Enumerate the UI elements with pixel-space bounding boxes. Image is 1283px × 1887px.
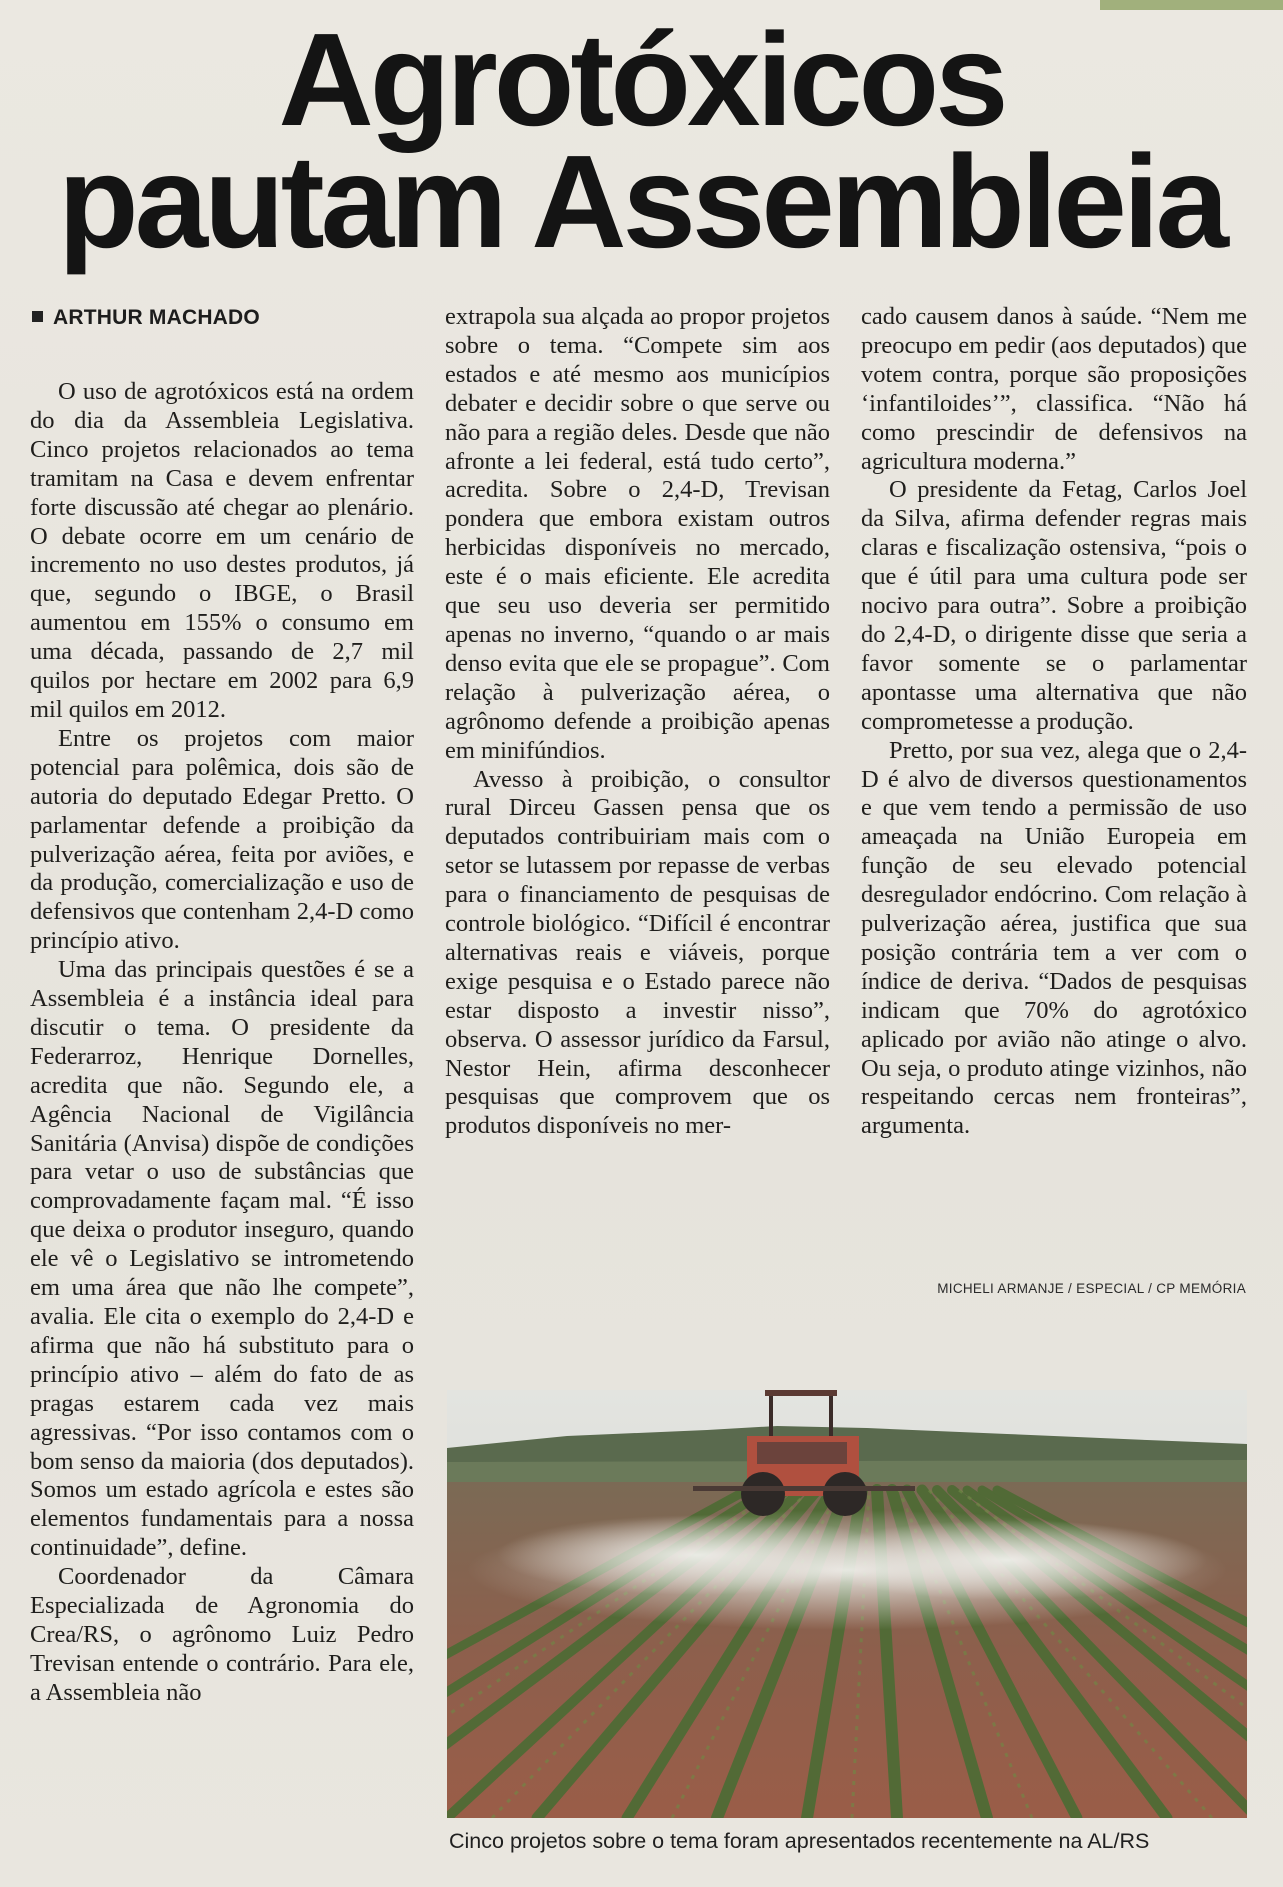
article-column-2 — [445, 303, 830, 1283]
paragraph: Entre os projetos com maior potencial para polêmica, dois são de autoria do deputado Edegar Pretto. O parlamentar defende a proibição da pulverização aérea, feita por aviões, e da produção, comercialização e uso de defensivos que contenham 2,4-D como princípio ativo. — [30, 724, 414, 955]
paragraph: Coordenador da Câmara Especializada de Agronomia do Crea/RS, o agrônomo Luiz Pedro Trevisan entende o contrário. Para ele, a Assembleia não — [30, 1563, 414, 1706]
byline — [32, 306, 422, 330]
article-column-3 — [861, 303, 1247, 1278]
paragraph: O uso de agrotóxicos está na ordem do dia da Assembleia Legislativa. Cinco projetos relacionados ao tema tramitam na Casa e devem enfrentar forte discussão até chegar ao plenário. O debate ocorre em um cenário de incremento no uso destes produtos, já que, segundo o IBGE, o Brasil aumentou em 155% o consumo em uma década, passando de 2,7 mil quilos por hectare em 2002 para 6,9 mil quilos em 2012. — [30, 378, 414, 723]
article-column-1 — [30, 378, 414, 1868]
article-photo — [447, 1390, 1247, 1818]
headline-line-1: Agrotóxicos — [278, 6, 1005, 153]
paragraph: O presidente da Fetag, Carlos Joel da Silva, afirma defender regras mais claras e fiscalização ostensiva, “pois o que é útil para uma cultura pode ser nocivo para outra”. Sobre a proibição do 2,4-D, o dirigente disse que seria a favor somente se o parlamentar apontasse uma alternativa que não comprometesse a produção. — [861, 476, 1247, 735]
headline-line-2: pautam Assembleia — [58, 128, 1225, 275]
byline-author: ARTHUR MACHADO — [53, 306, 260, 329]
paragraph: Avesso à proibição, o consultor rural Dirceu Gassen pensa que os deputados contribuiriam mais com o setor se lutassem por repasse de verbas para o financiamento de pesquisas de controle biológico. “Difícil é encontrar alternativas reais e viáveis, porque exige pesquisa e o Estado parece não estar disposto a investir nisso”, observa. O assessor jurídico da Farsul, Nestor Hein, afirma desconhecer pesquisas que comprovem que os produtos disponíveis no mer- — [445, 765, 830, 1140]
paragraph: Pretto, por sua vez, alega que o 2,4-D é alvo de diversos questionamentos e que vem tendo a permissão de uso ameaçada na União Europeia em função de seu elevado potencial desregulador endócrino. Com relação à pulverização aérea, justifica que sua posição contrária tem a ver com o índice de deriva. “Dados de pesquisas indicam que 70% do agrotóxico aplicado por avião não atinge o alvo. Ou seja, o produto atinge vizinhos, não respeitando cercas nem fronteiras”, argumenta. — [861, 736, 1247, 1140]
photo-caption: Cinco projetos sobre o tema foram apresentados recentemente na AL/RS — [449, 1829, 1150, 1853]
byline-square-icon — [32, 311, 43, 322]
headline — [0, 0, 1283, 275]
tractor-spraying-field-image — [447, 1390, 1247, 1818]
paragraph: Uma das principais questões é se a Assembleia é a instância ideal para discutir o tema. O presidente da Federarroz, Henrique Dornelles, acredita que não. Segundo ele, a Agência Nacional de Vigilância Sanitária (Anvisa) dispõe de condições para vetar o uso de substâncias que comprovadamente façam mal. “É isso que deixa o produtor inseguro, quando ele vê o Legislativo se intrometendo em uma área que não lhe compete”, avalia. Ele cita o exemplo do 2,4-D e afirma que não há substituto para o princípio ativo – além do fato de as pragas estarem cada vez mais agressivas. “Por isso contamos com o bom senso da maioria (dos deputados). Somos um estado agrícola e estes são elementos fundamentais para a nossa continuidade”, define. — [30, 956, 414, 1562]
photo-credit: MICHELI ARMANJE / ESPECIAL / CP MEMÓRIA — [937, 1281, 1246, 1296]
paragraph: extrapola sua alçada ao propor projetos sobre o tema. “Compete sim aos estados e até mesmo aos municípios debater e decidir sobre o que serve ou não para a região deles. Desde que não afronte a lei federal, está tudo certo”, acredita. Sobre o 2,4-D, Trevisan pondera que embora existam outros herbicidas disponíveis no mercado, este é o mais eficiente. Ele acredita que seu uso deveria ser permitido apenas no inverno, “quando o ar mais denso evita que ele se propague”. Com relação à pulverização aérea, o agrônomo defende a proibição apenas em minifúndios. — [445, 303, 830, 764]
paragraph: cado causem danos à saúde. “Nem me preocupo em pedir (aos deputados) que votem contra, porque são proposições ‘infantiloides’”, classifica. “Não há como prescindir de defensivos na agricultura moderna.” — [861, 303, 1247, 475]
